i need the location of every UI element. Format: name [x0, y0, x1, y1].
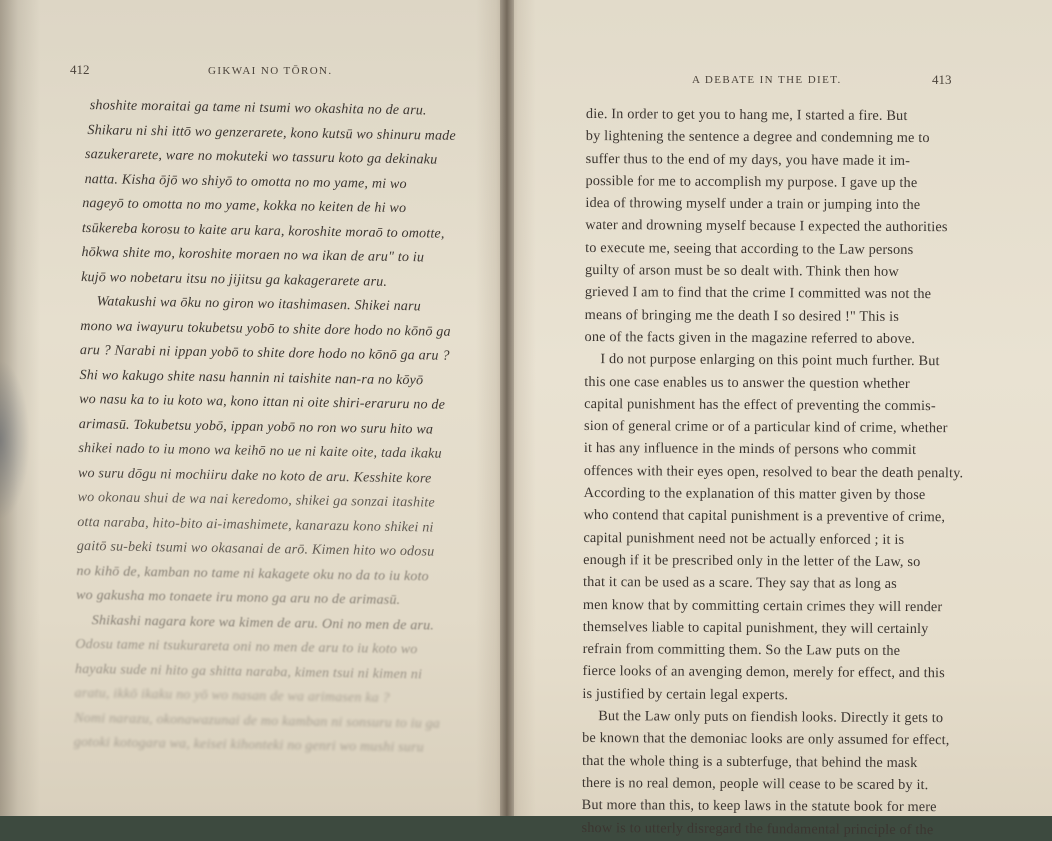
text-line: enough if it be prescribed only in the letter of the Law, so [583, 551, 921, 570]
text-line: that the whole thing is a subterfuge, that behind the mask [581, 752, 918, 771]
text-line: water and drowning myself because I expected the authorities [585, 217, 948, 236]
right-page-number: 413 [932, 72, 952, 87]
text-line: themselves liable to capital punishment, they will certainly [582, 618, 929, 637]
text-line: tsūkereba korosu to kaite aru kara, koroshite moraō to omotte, [81, 220, 445, 242]
text-line: wo okonau shui de wa nai keredomo, shikei ga sonzai itashite [77, 489, 435, 511]
text-line: suffer thus to the end of my days, you have made it im- [585, 150, 911, 169]
text-line: Watakushi wa ōku no giron wo itashimasen. Shikei naru [96, 294, 421, 315]
text-line: show is to utterly disregard the fundamental principle of the [581, 819, 934, 838]
text-line: refrain from committing them. So the Law puts on the [582, 641, 901, 660]
left-page-number: 412 [70, 62, 90, 77]
text-line: capital punishment has the effect of preventing the commis- [584, 395, 936, 415]
text-line: one of the facts given in the magazine referred to above. [584, 328, 916, 347]
text-line: Odosu tame ni tsukurareta oni no men de aru to iu koto wo [75, 636, 418, 658]
text-line: wo suru dōgu ni mochiiru dake no koto de aru. Kesshite kore [77, 465, 432, 487]
text-line: that it can be used as a scare. They say that as long as [583, 574, 897, 593]
text-line: men know that by committing certain crimes they will render [582, 596, 943, 615]
text-line: means of bringing me the death I so desired !" This is [584, 306, 899, 325]
book-gutter [500, 0, 514, 816]
text-line: guilty of arson must be so dealt with. Think then how [584, 262, 899, 280]
text-line: grieved I am to find that the crime I committed was not the [584, 284, 932, 303]
text-line: by lightening the sentence a degree and condemning me to [585, 128, 930, 147]
text-line: kujō wo nobetaru itsu no jijitsu ga kakagerarete aru. [81, 269, 388, 290]
text-line: it has any influence in the minds of persons who commit [583, 440, 917, 459]
text-line: Shikaru ni shi ittō wo genzerarete, kono kutsū wo shinuru made [87, 122, 456, 144]
text-line: aru ? Narabi ni ippan yobō to shite dore hodo no kōnō ga aru ? [79, 342, 450, 364]
text-line: aratu, ikkō ikaku no yō wo nasan de wa arimasen ka ? [74, 685, 390, 706]
text-line: arimasū. Tokubetsu yobō, ippan yobō no ron wo suru hito wa [78, 416, 434, 438]
left-body-text [74, 94, 457, 761]
text-line: fierce looks of an avenging demon, merely for effect, and this [582, 663, 945, 682]
text-line: shikei nado to iu mono wa keihō no ue ni kaite oite, tada ikaku [78, 440, 442, 462]
left-running-head: GIKWAI NO TŌRON. [208, 65, 333, 77]
text-line: Shi wo kakugo shite nasu hannin ni taishite nan-ra no kōyō [79, 367, 424, 388]
text-line: sazukerarete, ware no mokuteki wo tassuru koto ga dekinaku [84, 147, 438, 168]
text-line: idea of throwing myself under a train or jumping into the [585, 195, 921, 214]
text-line: I do not purpose enlarging on this point much further. But [600, 351, 940, 370]
text-line: offences with their eyes open, resolved to bear the death penalty. [583, 462, 964, 482]
text-line: But more than this, to keep laws in the statute book for mere [581, 797, 937, 816]
text-line: this one case enables us to answer the question whether [584, 373, 910, 392]
text-line: hayaku sude ni hito ga shitta naraba, kimen tsui ni kimen ni [74, 661, 423, 682]
text-line: wo nasu ka to iu koto wa, kono ittan ni oite shiri-eraruru no de [79, 391, 446, 413]
text-line: there is no real demon, people will cease to be scared by it. [581, 774, 929, 794]
text-line: no kihō de, kamban no tame ni kakagete oku no da to iu koto [76, 563, 429, 584]
text-line: possible for me to accomplish my purpose. I gave up the [585, 172, 918, 191]
right-running-head: A DEBATE IN THE DIET. [692, 74, 842, 86]
text-line: gaitō su-beki tsumi wo okasanai de arō. Kimen hito wo odosu [76, 538, 435, 560]
text-line: natta. Kisha ōjō wo shiyō to omotta no mo yame, mi wo [84, 171, 407, 192]
text-line: But the Law only puts on fiendish looks. Directly it gets to [598, 708, 944, 727]
text-line: gotoki kotogara wa, keisei kihonteki no genri wo mushi suru [73, 734, 424, 756]
text-line: capital punishment need not be actually enforced ; it is [583, 529, 905, 548]
text-line: According to the explanation of this matter given by those [583, 485, 926, 504]
text-line: who contend that capital punishment is a preventive of crime, [583, 507, 946, 526]
text-line: be known that the demoniac looks are only assumed for effect, [582, 730, 950, 749]
text-line: to execute me, seeing that according to the Law persons [585, 239, 914, 258]
text-line: sion of general crime or of a particular kind of crime, whether [583, 418, 948, 437]
text-line: wo gakusha mo tonaete iru mono ga aru no de arimasū. [76, 587, 401, 609]
right-page [506, 0, 1052, 838]
text-line: Nomi narazu, okonawazunai de mo kamban ni sonsuru to iu ga [74, 710, 441, 732]
text-line: shoshite moraitai ga tame ni tsumi wo okashita no de aru. [89, 98, 427, 119]
text-line: mono wa iwayuru tokubetsu yobō to shite dore hodo no kōnō ga [80, 318, 451, 340]
text-line: die. In order to get you to hang me, I started a fire. But [585, 105, 908, 124]
page-edge-shadow [0, 360, 30, 520]
text-line: hōkwa shite mo, koroshite moraen no wa ikan de aru" to iu [81, 244, 425, 266]
left-page [0, 0, 510, 816]
text-line: nageyō to omotta no mo yame, kokka no keiten de hi wo [82, 195, 407, 217]
text-line: otta naraba, hito-bito ai-imashimete, kanarazu kono shikei ni [77, 514, 434, 536]
text-line: is justified by certain legal experts. [582, 685, 789, 703]
right-body-text [582, 103, 966, 841]
text-line: Shikashi nagara kore wa kimen de aru. Oni no men de aru. [91, 612, 435, 634]
